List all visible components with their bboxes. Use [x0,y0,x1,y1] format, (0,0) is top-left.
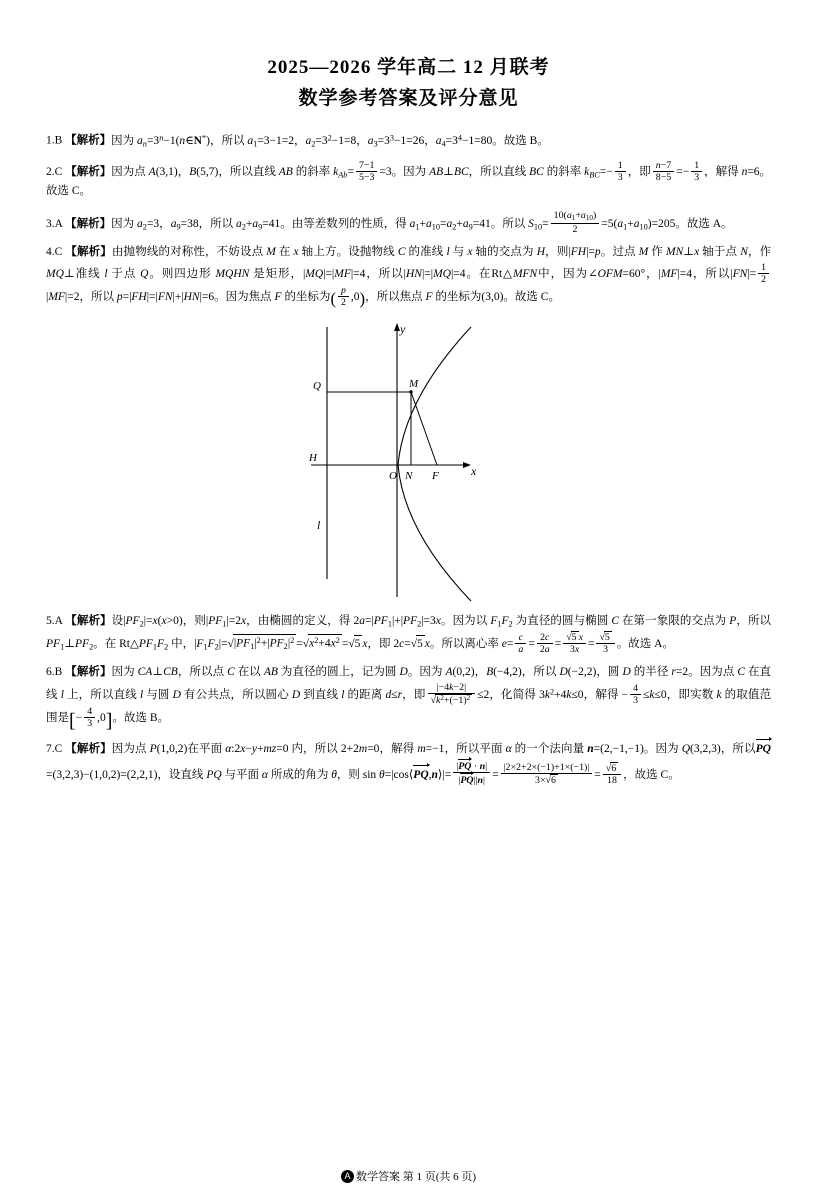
analysis-tag-7: 【解析】 [65,742,112,755]
analysis-tag-2: 【解析】 [65,165,112,178]
answer-number-7: 7.C [46,742,63,755]
analysis-text-1: 因为 $a_n=3^n-1(n\in N^*)$，所以 $a_1=3-1=2$，$a_2=3^2-1=8$，$a_3=3^3-1=26$，$a_4=3^4-1=80$。故选 B。 [111,133,549,149]
answer-number-1: 1.B [46,134,63,147]
answer-number-2: 2.C [46,165,63,178]
answer-item-6 [46,664,772,733]
label-Q: Q [312,379,321,392]
answers-body [46,132,771,786]
answer-item-1 [46,132,771,151]
analysis-tag-1: 【解析】 [65,134,112,147]
analysis-tag-3: 【解析】 [65,217,112,230]
answer-item-2 [46,160,771,201]
segment-MF [411,392,437,465]
document-subtitle: 数学参考答案及评分意见 [298,88,519,109]
label-H: H [308,451,317,464]
label-M: M [408,377,418,390]
analysis-tag-5: 【解析】 [65,614,112,627]
point-M-dot [409,390,412,393]
answer-item-7 [46,739,771,786]
label-O: O [388,469,397,482]
parabola-curve [398,327,471,601]
x-axis-arrow [463,462,471,468]
answer-item-4 [46,244,771,308]
answer-number-3: 3.A [46,217,63,230]
answer-sheet-page [0,52,817,1198]
label-F: F [431,469,439,482]
answer-number-5: 5.A [46,614,63,627]
exam-title: 2025—2026 学年高二 12 月联考 [267,57,550,78]
page-header [0,52,817,110]
page-footer [0,1168,817,1184]
answer-number-4: 4.C [46,245,63,258]
label-N: N [404,469,412,482]
series-badge: A [341,1170,354,1183]
label-x: x [470,463,476,478]
analysis-text-3: 因为 $a_2=3$，$a_9=38$，所以 $a_2+a_9=41$。由等差数列的性质，得 $a_1+a_{10}=a_2+a_9=41$。所以 $S_{10}=$ $\frac{10(a_1+a_{10})}{2}$ $=5(a_1+a_{10})=205$。故选 A。 [111,209,733,235]
footer-text: 数学答案 第 1 页(共 6 页) [355,1171,477,1183]
analysis-text-5: 设$|PF_2|=x(x>0)$，则$|PF_1|=2x$，由椭圆的定义，得 $2a=|PF_1|+|PF_2|=3x$。因为以 $F_1F_2$ 为直径的圆与椭圆 C 在第一象限的交点为 P，所以 $PF_1\perp PF_2$。在 $Rt\triangle PF_1F_2$ 中，$|F_1F_2|=√|PF_1|^2+|PF_2|^2 =√x^2+4x^2 =√5$ x，即 2c=√5 x。所以离心率 e= $\frac{c}{a}$ = $\frac{2c}{2a}$ = $\frac{√5 x}{3x}$ = $\frac{√5}{3}$ 。故选 A。 [46,614,772,656]
analysis-tag-4: 【解析】 [65,245,112,258]
parabola-figure [46,317,771,609]
analysis-text-7: 因为点 P(1,0,2)在平面 α:2x−y+mz=0 内，所以 2+2m=0，解得 m=−1，所以平面 α 的一个法向量 n=(2,−1,−1)。因为 Q(3,2,3)，所以PQ=(3,2,3)−(1,0,2)=(2,2,1)，设直线 PQ 与平面 α 所成的角为 θ，则 sin θ=|cos⟨PQ,n⟩|= $\frac{|PQ \cdot n|}{|PQ||n|}$ = $\frac{|2\times 2+2\times(-1)+1\times(-1)|}{3\times√6}$ = $\frac{√6}{18}$ ，故选 C。 [46,743,771,781]
analysis-text-6: 因为 CA⊥CB，所以点 C 在以 AB 为直径的圆上，记为圆 D。因为 A(0,2)，B(−4,2)，所以 D(−2,2)，圆 D 的半径 r=2。因为点 C 在直线 l 上，所以直线 l 与圆 D 有公共点，所以圆心 D 到直线 l 的距离 d≤r，即 $\frac{|-4k-2|}{√k^2+(-1)^2}$ ≤2，化简得 $3k^2+4k\le 0$，解得 − $\frac{4}{3}$ ≤k≤0，即实数 k 的取值范围是[− $\frac{4}{3}$ ,0]。故选 B。 [46,666,772,733]
analysis-text-4: 由抛物线的对称性，不妨设点 M 在 x 轴上方。设抛物线 C 的准线 l 与 x 轴的交点为 H，则|FH|=p。过点 M 作 MN⊥x 轴于点 N，作 MQ⊥准线 l 于点 Q。则四边形 MQHN 是矩形，|MQ|=|MF|=4，所以|HN|=|MQ|=4。在Rt△MFN中，因为∠OFM=60°，|MF|=4，所以|FN|= $\frac{1}{2}$ |MF|=2，所以 p=|FH|=|FN|+|HN|=6。因为焦点 F 的坐标为( $\frac{p}{2}$ ,0)，所以焦点 F 的坐标为(3,0)。故选 C。 [46,245,772,308]
analysis-text-2: 因为点 A(3,1)，B(5,7)，所以直线 AB 的斜率 $k_{Ab}=$ $\frac{7-1}{5-3}$ =3。因为 AB⊥BC，所以直线 BC 的斜率 $k_{BC}=-$ $\frac{1}{3}$ ，即 $\frac{n-7}{8-5}$ =− $\frac{1}{3}$ ，解得 n=6。故选 C。 [46,159,772,197]
parabola-diagram [199,317,619,605]
label-y: y [399,321,405,336]
analysis-tag-6: 【解析】 [65,666,112,679]
label-l: l [316,517,320,532]
answer-item-5 [46,613,771,655]
answer-item-3 [46,210,771,235]
answer-number-6: 6.B [46,666,63,679]
